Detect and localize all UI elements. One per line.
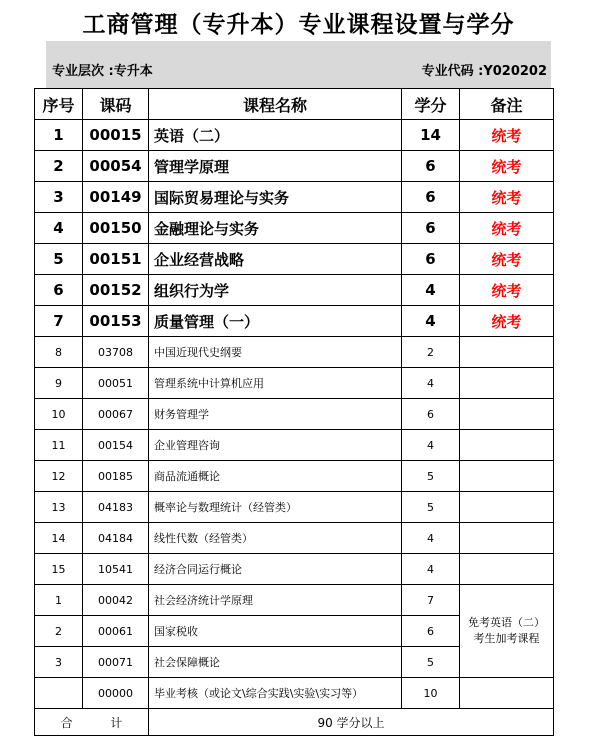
- table-row: [35, 368, 554, 399]
- table-row: [35, 275, 554, 306]
- course-credit: 4: [402, 523, 460, 554]
- table-row: [35, 337, 554, 368]
- header-no: 序号: [35, 89, 83, 120]
- course-credit: 6: [402, 399, 460, 430]
- course-credit: 6: [402, 151, 460, 182]
- course-code: 00153: [83, 306, 149, 337]
- course-code: 00152: [83, 275, 149, 306]
- header-note: 备注: [460, 89, 554, 120]
- course-name: 经济合同运行概论: [149, 554, 402, 585]
- table-row: [35, 244, 554, 275]
- header-credit: 学分: [402, 89, 460, 120]
- course-name: 金融理论与实务: [149, 213, 402, 244]
- header-name: 课程名称: [149, 89, 402, 120]
- table-row: [35, 492, 554, 523]
- course-credit: 5: [402, 461, 460, 492]
- course-credit: 5: [402, 647, 460, 678]
- course-table: [34, 88, 554, 736]
- course-note: 统考: [460, 213, 554, 244]
- table-row: [35, 213, 554, 244]
- course-name: 管理系统中计算机应用: [149, 368, 402, 399]
- course-note: 统考: [460, 151, 554, 182]
- course-no: 3: [35, 182, 83, 213]
- course-name: 组织行为学: [149, 275, 402, 306]
- course-name: 质量管理（一）: [149, 306, 402, 337]
- course-code: 00071: [83, 647, 149, 678]
- major-level-value: 专升本: [113, 64, 153, 79]
- course-code: 10541: [83, 554, 149, 585]
- course-no: 10: [35, 399, 83, 430]
- course-note-empty: [460, 554, 554, 585]
- course-credit: 2: [402, 337, 460, 368]
- course-no: 2: [35, 151, 83, 182]
- course-note: 统考: [460, 306, 554, 337]
- extra-courses-note: [460, 585, 554, 678]
- table-row: [35, 554, 554, 585]
- course-code: 04184: [83, 523, 149, 554]
- major-info-bar: [46, 41, 551, 88]
- course-name: 社会保障概论: [149, 647, 402, 678]
- course-name: 财务管理学: [149, 399, 402, 430]
- course-credit: 14: [402, 120, 460, 151]
- course-code: 00015: [83, 120, 149, 151]
- course-no: 4: [35, 213, 83, 244]
- table-row: [35, 306, 554, 337]
- major-level-label: 专业层次 :: [52, 64, 114, 79]
- course-name: 国际贸易理论与实务: [149, 182, 402, 213]
- course-note-empty: [460, 523, 554, 554]
- course-code: 00185: [83, 461, 149, 492]
- course-name: 中国近现代史纲要: [149, 337, 402, 368]
- table-row: [35, 151, 554, 182]
- course-note: 统考: [460, 244, 554, 275]
- course-no: 1: [35, 120, 83, 151]
- course-no: 14: [35, 523, 83, 554]
- total-label-a: 合: [60, 715, 73, 730]
- course-no: 5: [35, 244, 83, 275]
- course-code: 00000: [83, 678, 149, 709]
- course-note-empty: [460, 430, 554, 461]
- major-code-value: Y020202: [483, 64, 547, 79]
- major-code: [422, 60, 547, 79]
- table-row: [35, 430, 554, 461]
- course-no: [35, 678, 83, 709]
- course-code: 00042: [83, 585, 149, 616]
- thesis-row: [35, 678, 554, 709]
- course-credit: 4: [402, 430, 460, 461]
- extra-note-line-2: 考生加考课程: [473, 632, 540, 645]
- course-credit: 4: [402, 554, 460, 585]
- course-no: 11: [35, 430, 83, 461]
- course-name: 毕业考核（或论文\综合实践\实验\实习等）: [149, 678, 402, 709]
- course-no: 8: [35, 337, 83, 368]
- total-label-b: 计: [110, 715, 123, 730]
- course-code: 00154: [83, 430, 149, 461]
- course-name: 企业管理咨询: [149, 430, 402, 461]
- course-credit: 6: [402, 182, 460, 213]
- course-code: 00051: [83, 368, 149, 399]
- total-value: 90 学分以上: [149, 709, 554, 736]
- course-code: 00061: [83, 616, 149, 647]
- course-note-empty: [460, 368, 554, 399]
- course-code: 00150: [83, 213, 149, 244]
- course-no: 12: [35, 461, 83, 492]
- course-code: 00149: [83, 182, 149, 213]
- course-name: 企业经营战略: [149, 244, 402, 275]
- course-credit: 6: [402, 616, 460, 647]
- header-code: 课码: [83, 89, 149, 120]
- course-credit: 4: [402, 306, 460, 337]
- course-credit: 5: [402, 492, 460, 523]
- total-label: [35, 709, 149, 736]
- extra-note-line-1: 免考英语（二）: [468, 616, 545, 629]
- course-name: 管理学原理: [149, 151, 402, 182]
- table-row: [35, 399, 554, 430]
- course-note-empty: [460, 461, 554, 492]
- course-code: 04183: [83, 492, 149, 523]
- table-row: [35, 585, 554, 616]
- table-row: [35, 461, 554, 492]
- course-name: 概率论与数理统计（经管类）: [149, 492, 402, 523]
- course-no: 1: [35, 585, 83, 616]
- table-row: [35, 120, 554, 151]
- course-code: 00054: [83, 151, 149, 182]
- page-title: 工商管理（专升本）专业课程设置与学分: [82, 12, 515, 38]
- course-name: 线性代数（经管类）: [149, 523, 402, 554]
- course-no: 13: [35, 492, 83, 523]
- course-credit: 4: [402, 368, 460, 399]
- course-note: 统考: [460, 182, 554, 213]
- course-no: 2: [35, 616, 83, 647]
- course-credit: 4: [402, 275, 460, 306]
- course-name: 商品流通概论: [149, 461, 402, 492]
- course-no: 9: [35, 368, 83, 399]
- course-credit: 6: [402, 244, 460, 275]
- course-no: 6: [35, 275, 83, 306]
- table-header-row: [35, 89, 554, 120]
- course-no: 3: [35, 647, 83, 678]
- course-code: 03708: [83, 337, 149, 368]
- course-credit: 10: [402, 678, 460, 709]
- course-no: 7: [35, 306, 83, 337]
- course-note-empty: [460, 337, 554, 368]
- course-credit: 6: [402, 213, 460, 244]
- course-no: 15: [35, 554, 83, 585]
- course-note: 统考: [460, 275, 554, 306]
- total-row: [35, 709, 554, 736]
- course-note-empty: [460, 492, 554, 523]
- table-row: [35, 523, 554, 554]
- course-credit: 7: [402, 585, 460, 616]
- course-name: 英语（二）: [149, 120, 402, 151]
- course-note-empty: [460, 678, 554, 709]
- course-code: 00067: [83, 399, 149, 430]
- major-code-label: 专业代码 :: [421, 64, 484, 79]
- table-row: [35, 182, 554, 213]
- course-name: 社会经济统计学原理: [149, 585, 402, 616]
- major-level: [52, 60, 153, 79]
- course-name: 国家税收: [149, 616, 402, 647]
- course-note: 统考: [460, 120, 554, 151]
- course-code: 00151: [83, 244, 149, 275]
- course-note-empty: [460, 399, 554, 430]
